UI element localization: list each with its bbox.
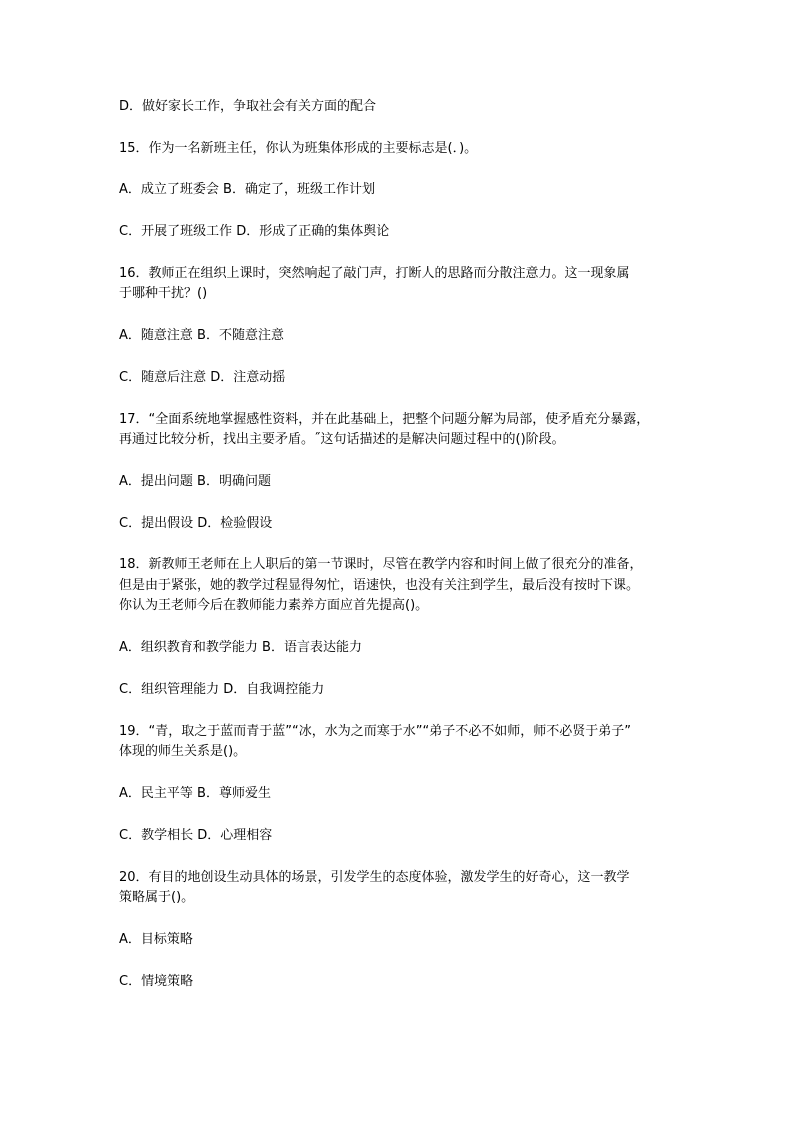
question-17-continuation: 再通过比较分析，找出主要矛盾。˝这句话描述的是解决问题过程中的()阶段。 (119, 432, 565, 447)
question-19-continuation: 体现的师生关系是()。 (119, 744, 247, 759)
option-line: A．成立了班委会 B．确定了，班级工作计划 (119, 182, 375, 197)
question-16-continuation: 于哪种干扰？() (119, 286, 208, 301)
option-line: C．开展了班级工作 D．形成了正确的集体舆论 (119, 224, 390, 239)
question-18-continuation: 你认为王老师今后在教师能力素养方面应首先提高()。 (119, 598, 429, 613)
question-16: 16．教师正在组织上课时，突然响起了敲门声，打断人的思路而分散注意力。这一现象属 (119, 266, 630, 281)
option-line: C．提出假设 D．检验假设 (119, 516, 273, 531)
question-17: 17．“全面系统地掌握感性资料，并在此基础上，把整个问题分解为局部，使矛盾充分暴露， (119, 412, 650, 427)
question-20: 20．有目的地创设生动具体的场景，引发学生的态度体验，激发学生的好奇心，这一教学 (119, 870, 630, 885)
option-line: A．提出问题 B．明确问题 (119, 474, 271, 489)
question-15: 15．作为一名新班主任，你认为班集体形成的主要标志是(．)。 (119, 141, 478, 156)
option-line: C．情境策略 (119, 974, 194, 989)
option-line: A．目标策略 (119, 932, 193, 947)
question-18: 18．新教师王老师在上人职后的第一节课时，尽管在教学内容和时间上做了很充分的准备， (119, 557, 643, 572)
option-line: C．教学相长 D．心理相容 (119, 828, 273, 843)
question-20-continuation: 策略属于()。 (119, 890, 195, 905)
option-line: A．组织教育和教学能力 B．语言表达能力 (119, 640, 362, 655)
option-line: A．随意注意 B．不随意注意 (119, 328, 284, 343)
option-line: D．做好家长工作，争取社会有关方面的配合 (119, 99, 377, 114)
question-18-continuation: 但是由于紧张，她的教学过程显得匆忙，语速快，也没有关注到学生，最后没有按时下课。 (119, 578, 640, 593)
option-line: C．随意后注意 D．注意动摇 (119, 370, 286, 385)
option-line: A．民主平等 B．尊师爱生 (119, 786, 271, 801)
option-line: C．组织管理能力 D．自我调控能力 (119, 682, 325, 697)
question-19: 19．“青，取之于蓝而青于蓝”“冰，水为之而寒于水”“弟子不必不如师，师不必贤于弟子” (119, 724, 631, 739)
